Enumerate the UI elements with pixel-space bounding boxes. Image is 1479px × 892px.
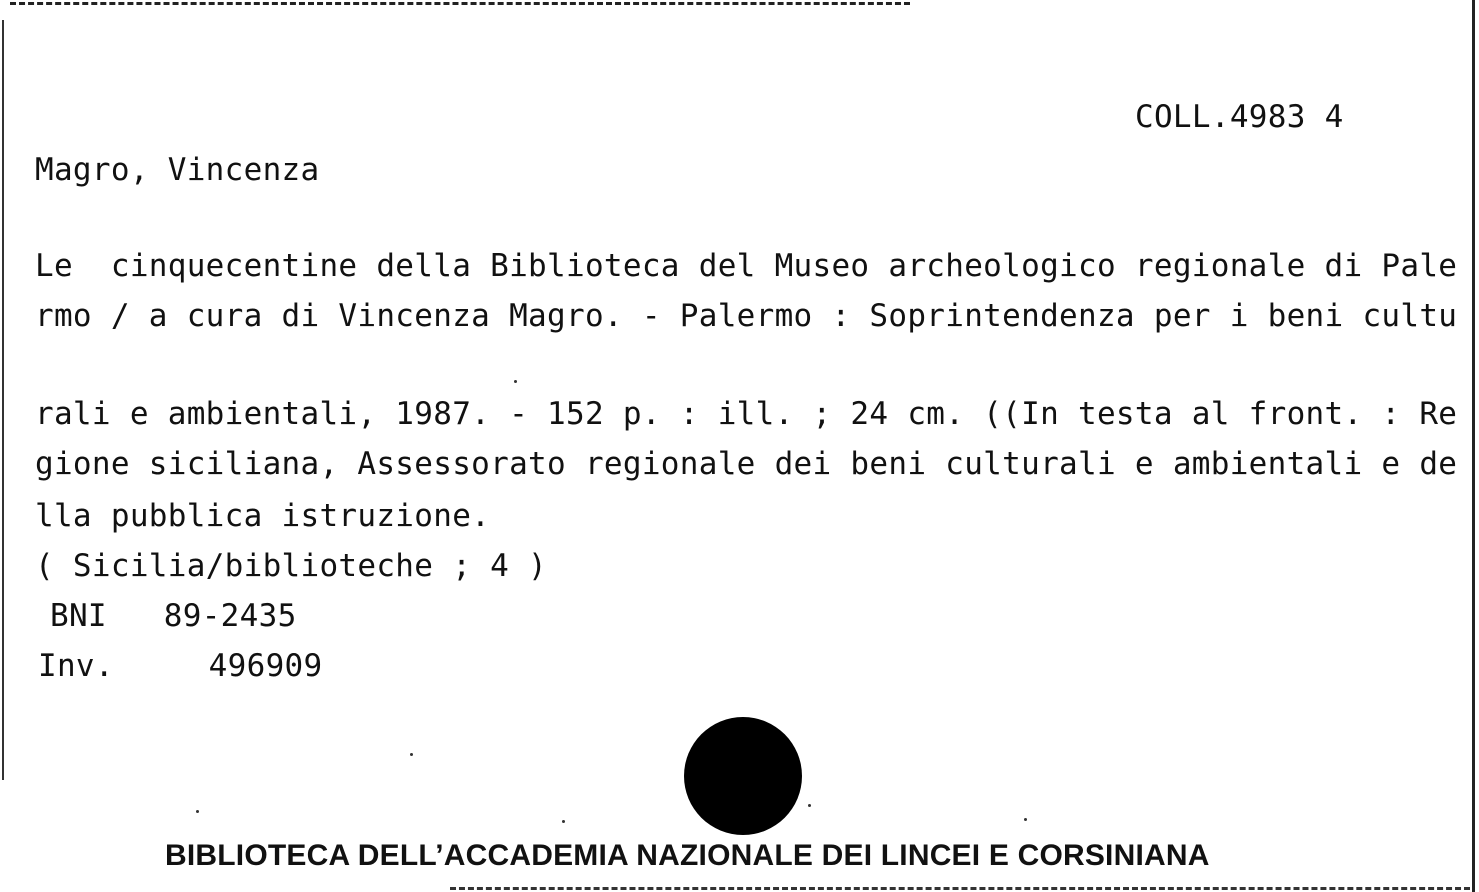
speck-1 [410,753,413,756]
series-statement: ( Sicilia/biblioteche ; 4 ) [35,548,548,584]
speck-2 [196,810,199,813]
punch-hole [684,717,802,835]
card-right-edge [1472,0,1475,892]
bni-number: BNI 89-2435 [50,598,297,634]
card-left-edge [2,20,4,780]
speck-4 [808,804,811,807]
speck-5 [1024,818,1027,821]
inventory-number: Inv. 496909 [38,648,323,684]
title-line-1: Le cinquecentine della Biblioteca del Museo archeologico regionale di Pale [35,248,1458,284]
call-number: COLL.4983 4 [1135,99,1344,135]
imprint-line-3: rali e ambientali, 1987. - 152 p. : ill. ; 24 cm. ((In testa al front. : Re [35,396,1458,432]
card-bottom-edge [450,887,1470,890]
note-line-4: gione siciliana, Assessorato regionale dei beni culturali e ambientali e de [35,446,1458,482]
note-line-5: lla pubblica istruzione. [35,498,491,534]
card-top-edge [10,2,910,5]
speck-3 [562,820,565,823]
title-line-2: rmo / a cura di Vincenza Magro. - Palermo : Soprintendenza per i beni cultu [35,298,1458,334]
speck-6 [514,380,517,383]
library-name: BIBLIOTECA DELL’ACCADEMIA NAZIONALE DEI LINCEI E CORSINIANA [165,839,1210,872]
author-heading: Magro, Vincenza [35,152,320,188]
